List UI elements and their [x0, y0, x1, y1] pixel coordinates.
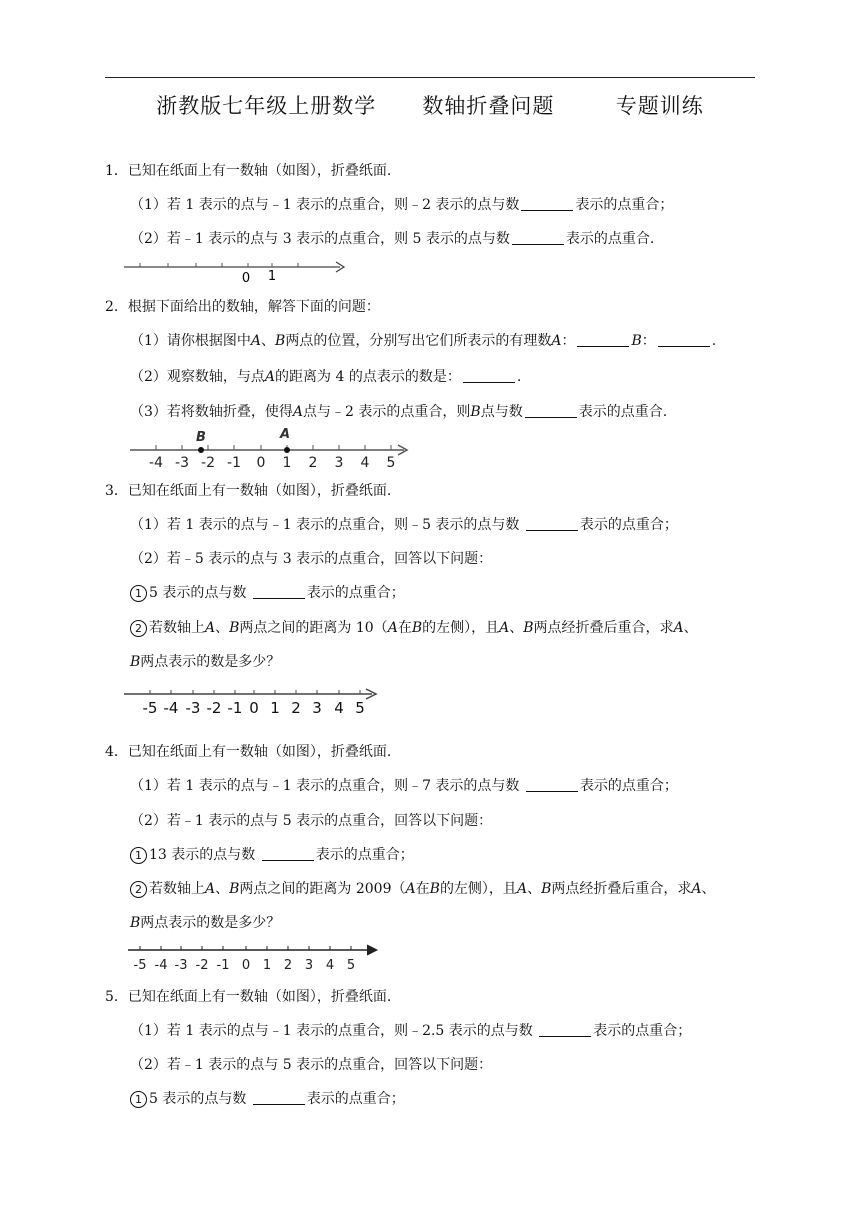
axis-label: 3 — [312, 699, 322, 717]
axis-label: -4 — [154, 958, 168, 973]
axis-label: 1 — [270, 699, 280, 717]
problem-3-part-2: （2）若﹣5 表示的点与 3 表示的点重合，回答以下问题： — [130, 551, 493, 567]
answer-blank[interactable] — [525, 403, 577, 418]
problem-4-sub-2-cont: B两点表示的数是多少？ — [130, 915, 281, 931]
axis-label: 1 — [282, 455, 292, 471]
answer-blank[interactable] — [526, 777, 578, 792]
axis-label: 1 — [267, 269, 277, 284]
problem-2-part-1: （1）请你根据图中A、B两点的位置，分别写出它们所表示的有理数A： B： . — [130, 333, 717, 349]
axis-label: -1 — [216, 958, 230, 973]
problem-3-part-1: （1）若 1 表示的点与﹣1 表示的点重合，则﹣5 表示的点与数 表示的点重合； — [130, 517, 678, 533]
problem-4-part-1: （1）若 1 表示的点与﹣1 表示的点重合，则﹣7 表示的点与数 表示的点重合； — [130, 778, 678, 794]
page-title: 浙教版七年级上册数学 数轴折叠问题 专题训练 — [156, 94, 704, 118]
problem-5-sub-1: 1 5 表示的点与数 表示的点重合； — [130, 1089, 405, 1109]
point-a-dot — [284, 447, 290, 453]
axis-label: 3 — [304, 958, 314, 973]
axis-label: 2 — [283, 958, 293, 973]
axis-label: 0 — [241, 271, 251, 286]
axis-label: 4 — [325, 958, 335, 973]
problem-3-stem: 3．已知在纸面上有一数轴（如图），折叠纸面. — [105, 483, 392, 499]
axis-label: -2 — [201, 455, 215, 471]
number-line-2 — [0, 422, 420, 472]
problem-4-part-2: （2）若﹣1 表示的点与 5 表示的点重合，回答以下问题： — [130, 813, 493, 829]
axis-label: -3 — [185, 699, 201, 717]
axis-label: 1 — [262, 958, 272, 973]
axis-label: -1 — [227, 699, 243, 717]
axis-label: 5 — [346, 958, 356, 973]
point-b-dot — [198, 447, 204, 453]
axis-label: 0 — [256, 455, 266, 471]
problem-1-part-2: （2）若﹣1 表示的点与 3 表示的点重合，则 5 表示的点与数 表示的点重合. — [130, 231, 655, 247]
answer-blank[interactable] — [577, 332, 629, 347]
number-line-3 — [0, 682, 400, 722]
axis-label: -4 — [163, 699, 179, 717]
problem-5-stem: 5．已知在纸面上有一数轴（如图），折叠纸面. — [105, 989, 392, 1005]
axis-label: 4 — [334, 699, 344, 717]
axis-label: -4 — [149, 455, 163, 471]
circled-number: 1 — [130, 847, 147, 864]
circled-number: 1 — [130, 1091, 147, 1108]
answer-blank[interactable] — [539, 1022, 591, 1037]
answer-blank[interactable] — [253, 1090, 305, 1105]
header-rule — [105, 77, 755, 78]
axis-label: -1 — [227, 455, 241, 471]
problem-3-sub-2-cont: B两点表示的数是多少？ — [130, 654, 281, 670]
problem-5-part-2: （2）若﹣1 表示的点与 5 表示的点重合，回答以下问题： — [130, 1057, 493, 1073]
axis-label: -3 — [175, 455, 189, 471]
problem-4-stem: 4．已知在纸面上有一数轴（如图），折叠纸面. — [105, 744, 392, 760]
problem-2-part-3: （3）若将数轴折叠，使得A点与﹣2 表示的点重合，则B点与数 表示的点重合. — [130, 404, 668, 420]
axis-label: 2 — [291, 699, 301, 717]
answer-blank[interactable] — [262, 846, 314, 861]
answer-blank[interactable] — [253, 584, 305, 599]
axis-label: -2 — [206, 699, 222, 717]
problem-1-part-1: （1）若 1 表示的点与﹣1 表示的点重合，则﹣2 表示的点与数 表示的点重合； — [130, 197, 674, 213]
axis-label: -2 — [195, 958, 209, 973]
axis-label: -3 — [174, 958, 188, 973]
axis-label: 3 — [334, 455, 344, 471]
problem-4-sub-2: 2 若数轴上A、B两点之间的距离为 2009（A在B的左侧），且A、B两点经折叠后重合，求A、 — [130, 879, 715, 899]
axis-label: 2 — [308, 455, 318, 471]
problem-5-part-1: （1）若 1 表示的点与﹣1 表示的点重合，则﹣2.5 表示的点与数 表示的点重合； — [130, 1023, 692, 1039]
problem-2-stem: 2．根据下面给出的数轴，解答下面的问题： — [105, 299, 380, 315]
circled-number: 2 — [130, 881, 147, 898]
answer-blank[interactable] — [512, 230, 564, 245]
problem-3-sub-2: 2 若数轴上A、B两点之间的距离为 10（A在B的左侧），且A、B两点经折叠后重合，求A、 — [130, 618, 698, 638]
axis-label: -5 — [142, 699, 158, 717]
answer-blank[interactable] — [526, 516, 578, 531]
axis-label: 5 — [355, 699, 365, 717]
circled-number: 1 — [130, 585, 147, 602]
number-line-1 — [0, 255, 360, 285]
axis-label: 5 — [386, 455, 396, 471]
problem-1-stem: 1．已知在纸面上有一数轴（如图），折叠纸面. — [105, 163, 392, 179]
point-a-label: A — [279, 427, 291, 442]
problem-3-sub-1: 1 5 表示的点与数 表示的点重合； — [130, 583, 405, 603]
answer-blank[interactable] — [658, 332, 710, 347]
problem-4-sub-1: 1 13 表示的点与数 表示的点重合； — [130, 845, 414, 865]
axis-label: 0 — [241, 958, 251, 973]
answer-blank[interactable] — [521, 196, 573, 211]
axis-label: 4 — [360, 455, 370, 471]
point-b-label: B — [196, 430, 206, 445]
circled-number: 2 — [130, 620, 147, 637]
problem-2-part-2: （2）观察数轴，与点A的距离为 4 的点表示的数是： . — [130, 369, 522, 385]
number-line-4 — [0, 938, 400, 978]
axis-label: -5 — [133, 958, 147, 973]
axis-label: 0 — [249, 699, 259, 717]
answer-blank[interactable] — [463, 368, 515, 383]
